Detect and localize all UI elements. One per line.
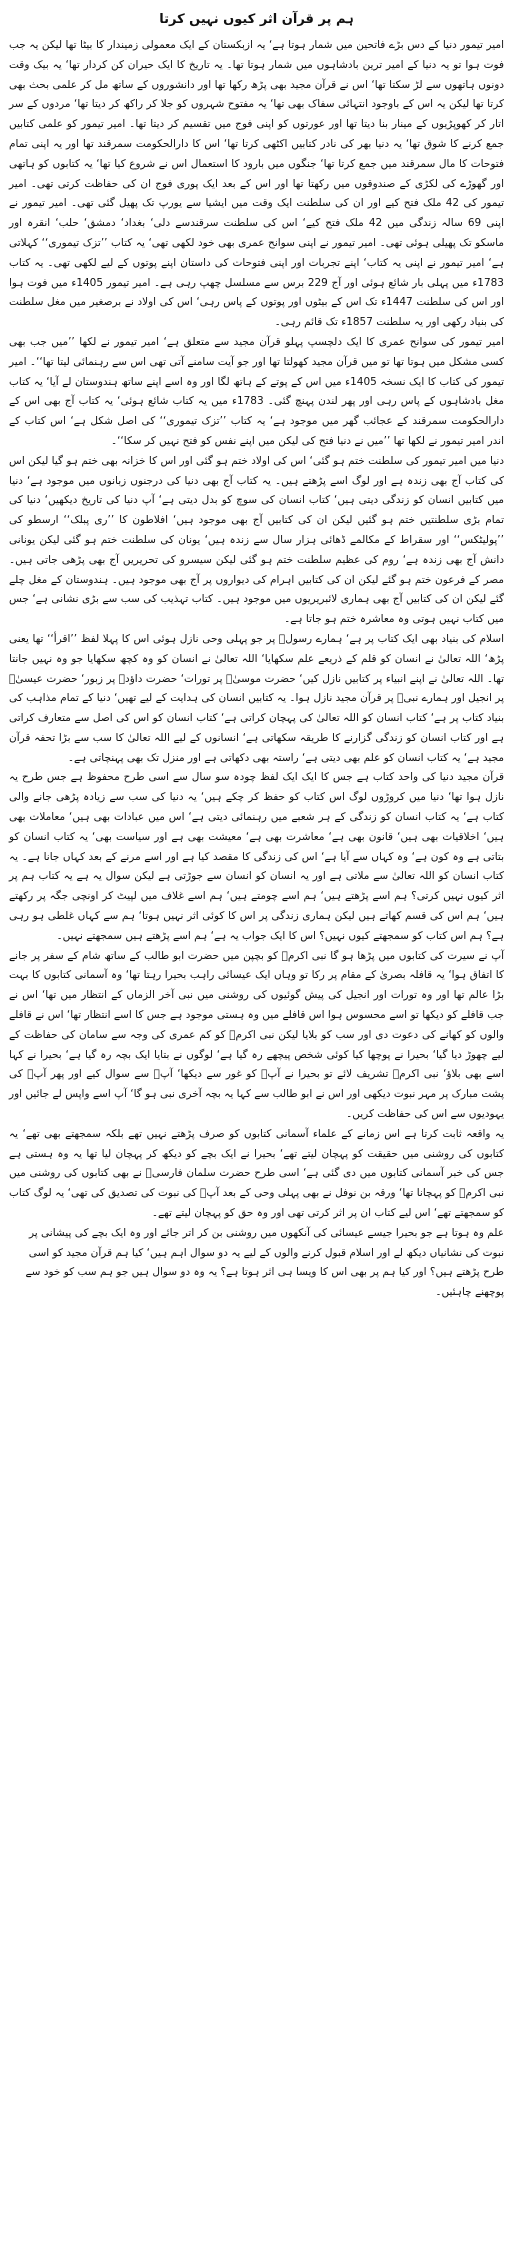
article-paragraph-2: امیر تیمور کی سوانح عمری کا ایک دلچسپ پہلو قرآن مجید سے متعلق ہے‘ امیر تیمور نے لکھا ’’میں جب بھی کسی مشکل میں ہوتا تھا تو میں قرآن مجید کھولتا تھا اور جو آیت سامنے آتی تھی اس سے رہنمائی لیتا تھا‘‘۔ امیر تیمور کی کتاب کا ایک نسخہ 1405ء میں اس کے پوتے کے ہاتھ لگا اور وہ اسے اپنے ساتھ ہندوستان لے آیا‘ یہ کتاب مغل بادشاہوں کے پاس رہی اور پھر لندن پہنچ گئی۔ 1783ء میں یہ کتاب شائع ہوئی‘ یہ کتاب آج بھی اس کے دارالحکومت سمرقند کے عجائب گھر میں موجود ہے‘ یہ کتاب ’’تزک تیموری‘‘ کی اصل شکل ہے‘ اس کتاب کے اندر امیر تیمور نے لکھا تھا ’’میں نے دنیا فتح کی لیکن میں اپنے نفس کو فتح نہیں کر سکا‘‘۔	[9, 335, 504, 447]
article-paragraph-5: قرآن مجید دنیا کی واحد کتاب ہے جس کا ایک ایک لفظ چودہ سو سال سے اسی طرح محفوظ ہے جس طرح یہ نازل ہوا تھا‘ دنیا میں کروڑوں لوگ اس کتاب کو حفظ کر چکے ہیں‘ یہ دنیا کی سب سے زیادہ پڑھی جانے والی کتاب ہے‘ یہ کتاب انسان کو زندگی کے ہر شعبے میں رہنمائی دیتی ہے‘ اس میں عبادات بھی ہیں‘ معاملات بھی ہیں‘ اخلاقیات بھی ہیں‘ قانون بھی ہے‘ معاشرت بھی ہے‘ معیشت بھی ہے اور سیاست بھی‘ یہ کتاب انسان کو بتاتی ہے وہ کون ہے‘ وہ کہاں سے آیا ہے‘ اس کی زندگی کا مقصد کیا ہے اور اسے مرنے کے بعد کہاں جانا ہے۔ یہ کتاب انسان کو اللہ تعالیٰ سے ملاتی ہے اور یہ انسان کو انسان سے جوڑتی ہے لیکن سوال یہ ہے یہ کتاب ہم پر اثر کیوں نہیں کرتی؟ ہم اسے پڑھتے ہیں‘ ہم اسے چومتے ہیں‘ ہم اسے غلاف میں لپیٹ کر اونچی جگہ پر رکھتے ہیں‘ ہم اس کی قسم کھاتے ہیں لیکن ہماری زندگی پر اس کا کوئی اثر نہیں ہوتا‘ ہم سے کہاں غلطی ہو رہی ہے؟ ہم اس کتاب کو سمجھتے کیوں نہیں؟ اس کا ایک جواب یہ ہے‘ ہم اسے پڑھتے ہیں سمجھتے نہیں۔	[9, 771, 504, 942]
article-paragraph-7: یہ واقعہ ثابت کرتا ہے اس زمانے کے علماء آسمانی کتابوں کو صرف پڑھتے نہیں تھے بلکہ سمجھتے بھی تھے‘ یہ کتابوں کی روشنی میں حقیقت کو پہچان لیتے تھے‘ بحیرا نے ایک بچے کو دیکھ کر پہچان لیا تھا یہ وہ ہستی ہے جس کی خبر آسمانی کتابوں میں دی گئی ہے‘ اسی طرح حضرت سلمان فارسیؓ نے بھی کتابوں کی روشنی میں نبی اکرمؐ کو پہچانا تھا‘ ورقہ بن نوفل نے بھی پہلی وحی کے بعد آپؐ کی نبوت کی تصدیق کی تھی‘ یہ لوگ کتاب کو سمجھتے تھے‘ اس لیے کتاب ان پر اثر کرتی تھی اور وہ حق کو پہچان لیتے تھے۔	[9, 1127, 504, 1220]
article-paragraph-6: آپ نے سیرت کی کتابوں میں پڑھا ہو گا نبی اکرمؐ کو بچپن میں حضرت ابو طالب کے ساتھ شام کے سفر پر جانے کا اتفاق ہوا‘ یہ قافلہ بصریٰ کے مقام پر رکا تو وہاں ایک عیسائی راہب بحیرا رہتا تھا‘ وہ آسمانی کتابوں کا بہت بڑا عالم تھا اور وہ تورات اور انجیل کی پیش گوئیوں کی روشنی میں نبی آخر الزماں کے انتظار میں تھا‘ اس نے جب قافلے کو دیکھا تو اسے محسوس ہوا اس قافلے میں وہ ہستی موجود ہے جس کا اسے انتظار تھا‘ اس نے قافلے والوں کو کھانے کی دعوت دی اور سب کو بلایا لیکن نبی اکرمؐ کو کم عمری کی وجہ سے سامان کی حفاظت کے لیے چھوڑ دیا گیا‘ بحیرا نے پوچھا کیا کوئی شخص پیچھے رہ گیا ہے‘ لوگوں نے بتایا ایک بچہ رہ گیا ہے‘ بحیرا نے کہا اسے بھی بلاؤ‘ نبی اکرمؐ تشریف لائے تو بحیرا نے آپؐ کو غور سے دیکھا‘ آپؐ سے سوال کیے اور پھر آپؐ کی پشت مبارک پر مہر نبوت دیکھی اور اس نے ابو طالب سے کہا یہ بچہ آخری نبی ہو گا‘ آپ اسے واپس لے جائیں اور یہودیوں سے اس کی حفاظت کریں۔	[9, 949, 504, 1121]
article-paragraph-1: امیر تیمور دنیا کے دس بڑے فاتحین میں شمار ہوتا ہے‘ یہ ازبکستان کے ایک معمولی زمیندار کا بیٹا تھا لیکن یہ جب فوت ہوا تو یہ دنیا کے امیر ترین بادشاہوں میں شمار ہوتا تھا۔ یہ تاریخ کا ایک حیران کن کردار تھا‘ یہ بیک وقت دونوں ہاتھوں سے لڑ سکتا تھا‘ اس نے قرآن مجید بھی پڑھ رکھا تھا اور دانشوروں کے ساتھ مل کر علمی بحث بھی کرتا تھا لیکن یہ اس کے باوجود انتہائی سفاک بھی تھا‘ یہ مفتوح شہروں کو جلا کر راکھ کر دیتا تھا‘ مردوں کے سر اتار کر کھوپڑیوں کے مینار بنا دیتا تھا اور عورتوں کو اپنی فوج میں تقسیم کر دیتا تھا۔ امیر تیمور کو علمی کتابیں جمع کرنے کا شوق تھا‘ یہ دنیا بھر کی نادر کتابیں اکٹھی کرتا تھا‘ اس کا دارالحکومت سمرقند تھا اور یہ اپنی تمام فتوحات کا مال سمرقند میں جمع کرتا تھا‘ جنگوں میں بارود کا استعمال اس نے شروع کیا تھا‘ یہ کتابوں کو ہاتھی اور گھوڑے کی لکڑی کے صندوقوں میں رکھتا تھا اور اس کے بعد ایک پوری فوج ان کی حفاظت کرتی تھی۔ امیر تیمور کی 42 ملک فتح کیے اور ان کی سلطنت ایک وقت میں ایشیا سے یورپ تک پھیل گئی تھی۔ امیر تیمور نے اپنی 69 سالہ زندگی میں 42 ملک فتح کیے‘ اس کی سلطنت سرقندسے دلی‘ بغداد‘ دمشق‘ حلب‘ انقرہ اور ماسکو تک پھیلی ہوئی تھی۔ امیر تیمور نے اپنی سوانح عمری بھی خود لکھی تھی‘ یہ کتاب ’’تزک تیموری‘‘ کہلاتی ہے‘ امیر تیمور نے اپنی یہ کتاب‘ اپنے تجربات اور اپنی فتوحات کی داستان اپنے پوتوں کے لیے لکھی تھی۔ یہ کتاب 1783ء میں پہلی بار شائع ہوئی اور آج 229 برس سے مسلسل چھپ رہی ہے۔ امیر تیمور 1405ء میں فوت ہوا اور اس کی سلطنت 1447ء تک اس کے بیٹوں اور پوتوں کے پاس رہی‘ اس کی اولاد نے برصغیر میں مغل سلطنت کی بنیاد رکھی اور یہ سلطنت 1857ء تک قائم رہی۔	[9, 39, 504, 329]
article-body	[9, 36, 504, 1303]
article-paragraph-8: علم وہ ہوتا ہے جو بحیرا جیسے عیسائی کی آنکھوں میں روشنی بن کر اتر جائے اور وہ ایک بچے کی پیشانی پر نبوت کی نشانیاں دیکھ لے اور اسلام قبول کرنے والوں کے لیے یہ دو سوال اہم ہیں‘ کیا ہم قرآن مجید کو اسی طرح پڑھتے ہیں؟ اور کیا ہم پر بھی اس کا ویسا ہی اثر ہوتا ہے؟ یہ وہ دو سوال ہیں جو ہم سب کو خود سے پوچھنے چاہئیں۔	[25, 1226, 504, 1299]
article-paragraph-4: اسلام کی بنیاد بھی ایک کتاب پر ہے‘ ہمارے رسولؐ پر جو پہلی وحی نازل ہوئی اس کا پہلا لفظ ’’اقرأ‘‘ تھا یعنی پڑھ‘ اللہ تعالیٰ نے انسان کو قلم کے ذریعے علم سکھایا‘ اللہ تعالیٰ نے انسان کو وہ کچھ سکھایا جو وہ نہیں جانتا تھا۔ اللہ تعالیٰ نے اپنے انبیاء پر کتابیں نازل کیں‘ حضرت موسیٰؑ پر تورات‘ حضرت داؤدؑ پر زبور‘ حضرت عیسیٰؑ پر انجیل اور ہمارے نبیؐ پر قرآن مجید نازل ہوا۔ یہ کتابیں انسان کی ہدایت کے لیے تھیں‘ دنیا کے تمام مذاہب کی بنیاد کتاب پر ہے‘ کتاب انسان کو اللہ تعالیٰ کی پہچان کراتی ہے‘ کتاب انسان کو اس کی اصل سے متعارف کراتی ہے اور کتاب انسان کو زندگی گزارنے کا طریقہ سکھاتی ہے‘ انسانوں کے لیے اللہ تعالیٰ کا سب سے بڑا تحفہ قرآن مجید ہے‘ یہ کتاب انسان کو علم بھی دیتی ہے‘ راستہ بھی دکھاتی ہے اور منزل تک بھی پہنچاتی ہے۔	[9, 632, 504, 764]
article-paragraph-3: دنیا میں امیر تیمور کی سلطنت ختم ہو گئی‘ اس کی اولاد ختم ہو گئی اور اس کا خزانہ بھی ختم ہو گیا لیکن اس کی کتاب آج بھی زندہ ہے اور لوگ اسے پڑھتے ہیں۔ یہ کتاب آج بھی دنیا کی درجنوں زبانوں میں موجود ہے‘ دنیا میں کتابیں انسان کو زندگی دیتی ہیں‘ کتاب انسان کی سوچ کو بدل دیتی ہے‘ آپ دنیا کی تاریخ دیکھیں‘ دنیا کی تمام بڑی سلطنتیں ختم ہو گئیں لیکن ان کی کتابیں آج بھی موجود ہیں‘ افلاطون کا ’’ری پبلک‘‘ ارسطو کی ’’پولیٹکس‘‘ اور سقراط کے مکالمے ڈھائی ہزار سال سے زندہ ہیں‘ یونان کی سلطنت ختم ہو گئی لیکن یونانی دانش آج بھی زندہ ہے‘ روم کی عظیم سلطنت ختم ہو گئی لیکن سیسرو کی تحریریں آج بھی پڑھی جاتی ہیں۔ مصر کے فرعون ختم ہو گئے لیکن ان کی کتابیں اہرام کی دیواروں پر آج بھی موجود ہیں۔ ہندوستان کے مغل چلے گئے لیکن ان کی کتابیں آج بھی ہماری لائبریریوں میں موجود ہیں۔ کتاب تہذیب کی سب سے بڑی نشانی ہے‘ جس میں کتاب نہیں ہوتی وہ معاشرہ ختم ہو جاتا ہے۔	[9, 454, 504, 626]
article-headline: ہم پر قرآن اثر کیوں نہیں کرتا	[159, 12, 354, 27]
